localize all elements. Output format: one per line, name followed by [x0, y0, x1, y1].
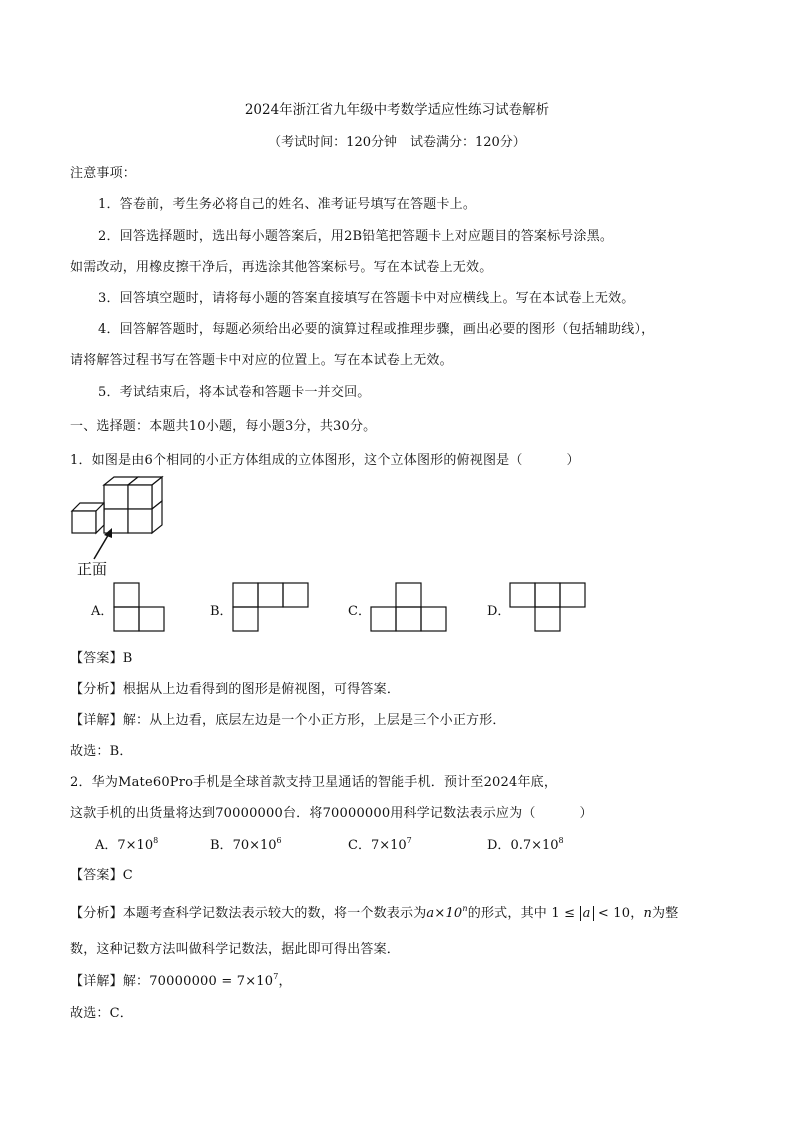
q1-detail-text: 解：从上边看，底层左边是一个小正方形，上层是三个小正方形．	[122, 713, 506, 728]
q2-option-b-label: B．	[210, 838, 233, 853]
q2-option-d-base: 0.7×10	[510, 838, 559, 853]
q2-detail-tag: 【详解】	[70, 974, 123, 989]
q2-option-b-base: 70×10	[232, 838, 277, 853]
cube-front-face	[128, 509, 152, 533]
q1-option-c-figure	[370, 582, 450, 634]
q1-answer: 【答案】B	[70, 651, 133, 666]
q2-detail-exp: 7	[273, 972, 279, 981]
note-item-1: 1．答卷前，考生务必将自己的姓名、准考证号填写在答题卡上。	[98, 197, 477, 212]
q2-choice: 故选：C．	[70, 1006, 133, 1021]
q2-option-a-base: 7×10	[117, 838, 154, 853]
q2-n-var: n	[643, 906, 653, 921]
q2-option-c-label: C．	[348, 838, 371, 853]
q2-analysis-text-a: 本题考查科学记数法表示较大的数，将一个数表示为	[122, 906, 427, 921]
q2-option-d-exp: 8	[558, 836, 564, 845]
cube-front-face	[104, 485, 128, 509]
q1-stem	[70, 449, 580, 468]
q2-analysis-text-c: 为整	[652, 906, 679, 921]
q1-option-d-label: D．	[487, 604, 511, 619]
q1-option-d-figure	[509, 582, 589, 634]
q2-option-d-label: D．	[487, 838, 511, 853]
cube-front-face	[128, 485, 152, 509]
q1-option-b-figure	[232, 582, 312, 634]
q2-analysis-text-b: 的形式，其中	[467, 906, 547, 921]
notes-heading: 注意事项：	[70, 166, 137, 181]
q1-stem-text: 1．如图是由6个相同的小正方体组成的立体图形，这个立体图形的俯视图是（	[70, 453, 523, 468]
q1-choice: 故选：B．	[70, 744, 133, 759]
q1-detail	[70, 709, 506, 728]
q2-range-var: a	[580, 906, 594, 921]
q2-answer: 【答案】C	[70, 868, 133, 883]
q2-option-b-exp: 6	[276, 836, 282, 845]
q2-option-c	[348, 834, 412, 853]
q2-stem-line2	[70, 802, 593, 821]
q2-detail	[70, 970, 292, 989]
q2-detail-text: 解：70000000 = 7×10	[122, 974, 274, 989]
q2-option-c-base: 7×10	[370, 838, 407, 853]
q1-option-a-label: A．	[91, 604, 114, 619]
exam-info: （考试时间：120分钟 试卷满分：120分）	[268, 135, 526, 150]
q2-formula-exp: n	[462, 904, 468, 913]
section-heading: 一、选择题：本题共10小题，每小题3分，共30分。	[70, 419, 377, 434]
note-item-2: 2．回答选择题时，选出每小题答案后，用2B铅笔把答题卡上对应题目的答案标号涂黑。	[98, 229, 614, 244]
q2-detail-end: ，	[278, 974, 292, 989]
q1-option-c-label: C．	[348, 604, 371, 619]
q1-analysis-text: 根据从上边看得到的图形是俯视图，可得答案．	[122, 682, 401, 697]
note-item-4: 4．回答解答题时，每题必须给出必要的演算过程或推理步骤，画出必要的图形（包括辅助线），	[98, 322, 655, 337]
q2-analysis	[70, 902, 678, 921]
page-title: 2024年浙江省九年级中考数学适应性练习试卷解析	[244, 102, 550, 118]
q2-analysis-tag: 【分析】	[70, 906, 123, 921]
q1-option-b-label: B．	[210, 604, 233, 619]
q2-analysis-line2: 数，这种记数方法叫做科学记数法，据此即可得出答案．	[70, 942, 401, 957]
q2-option-c-exp: 7	[406, 836, 412, 845]
q2-option-a-label: A．	[95, 838, 118, 853]
front-view-label: 正面	[77, 560, 108, 578]
q2-option-b	[210, 834, 282, 853]
q1-option-a-figure	[113, 582, 167, 634]
note-item-3: 3．回答填空题时，请将每小题的答案直接填写在答题卡中对应横线上。写在本试卷上无效。	[98, 291, 635, 306]
note-item-4-cont: 请将解答过程书写在答题卡中对应的位置上。写在本试卷上无效。	[70, 353, 453, 368]
q1-analysis	[70, 678, 400, 697]
q2-formula-base: a×10	[426, 906, 463, 921]
q2-stem-line1: 2．华为Mate60Pro手机是全球首款支持卫星通话的智能手机．预计至2024年底，	[70, 775, 558, 790]
q1-analysis-tag: 【分析】	[70, 682, 123, 697]
q1-stem-end: ）	[566, 453, 580, 468]
q2-stem-end: ）	[579, 806, 593, 821]
note-item-5: 5．考试结束后，将本试卷和答题卡一并交回。	[98, 385, 371, 400]
q1-detail-tag: 【详解】	[70, 713, 123, 728]
q2-option-a-exp: 8	[153, 836, 159, 845]
front-direction-arrow	[90, 526, 120, 562]
q2-stem-text: 这款手机的出货量将达到70000000台．将70000000用科学记数法表示应为（	[70, 806, 536, 821]
q2-option-d	[487, 834, 564, 853]
q2-range-left: 1 ≤	[551, 906, 576, 921]
q2-range-right: < 10，	[597, 906, 644, 921]
q2-option-a	[95, 834, 158, 853]
q1-cube-figure	[70, 475, 190, 545]
note-item-2-cont: 如需改动，用橡皮擦干净后，再选涂其他答案标号。写在本试卷上无效。	[70, 260, 493, 275]
